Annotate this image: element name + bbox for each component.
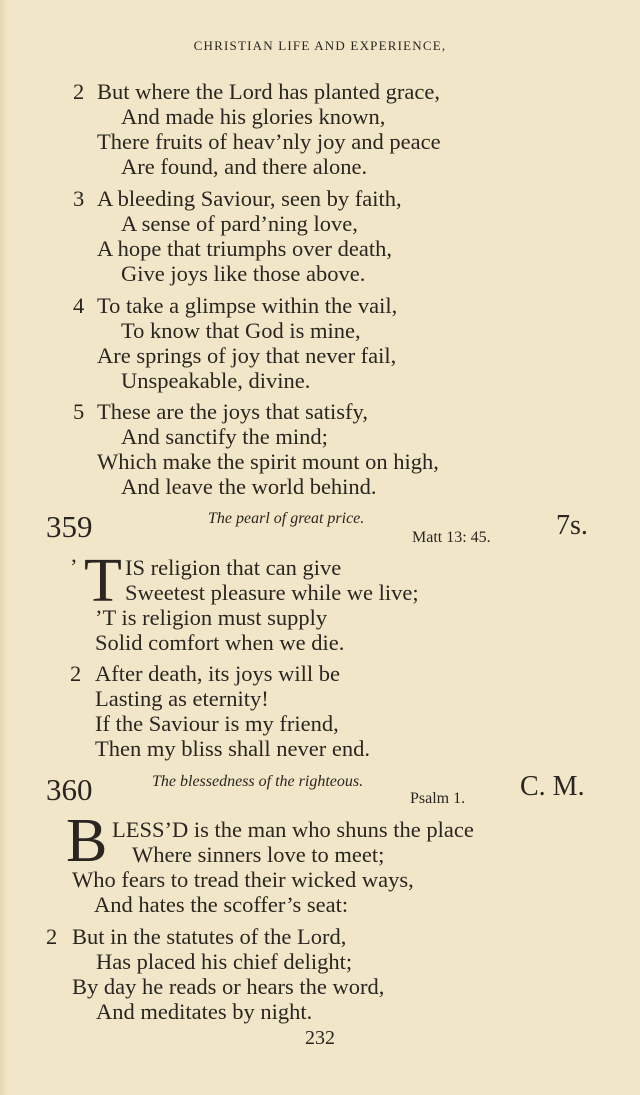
hymn-title: The blessedness of the righteous. — [152, 773, 364, 790]
hymn-title: The pearl of great price. — [208, 510, 365, 527]
page-edge-shadow — [0, 0, 8, 1095]
hymn-line: IS religion that can give — [125, 555, 342, 580]
hymn-line: By day he reads or hears the word, — [72, 974, 385, 999]
hymn-line: These are the joys that satisfy, — [97, 399, 368, 424]
hymn-line: But in the statutes of the Lord, — [72, 924, 347, 949]
hymn-line: If the Saviour is my friend, — [95, 711, 339, 736]
hymn-meter: 7s. — [556, 510, 588, 541]
scripture-reference: Matt 13: 45. — [412, 529, 491, 546]
hymn-line: A sense of pard’ning love, — [121, 211, 358, 236]
hymn-line: Solid comfort when we die. — [95, 630, 345, 655]
hymn-meter: C. M. — [520, 771, 585, 802]
stanza-number: 4 — [73, 293, 85, 318]
hymn-line: Give joys like those above. — [121, 261, 366, 286]
hymn-line: Unspeakable, divine. — [121, 368, 311, 393]
stanza-number: 5 — [73, 399, 85, 424]
hymn-line: There fruits of heav’nly joy and peace — [97, 129, 441, 154]
hymn-line: Where sinners love to meet; — [132, 842, 385, 867]
opening-apostrophe: ’ — [70, 554, 78, 579]
running-head: CHRISTIAN LIFE AND EXPERIENCE, — [193, 38, 447, 53]
hymn-line: LESS’D is the man who shuns the place — [112, 817, 474, 842]
hymn-line: And meditates by night. — [96, 999, 313, 1024]
hymn-line: After death, its joys will be — [95, 661, 340, 686]
hymn-line: Lasting as eternity! — [95, 686, 269, 711]
hymn-line: And made his glories known, — [121, 104, 386, 129]
stanza-number: 2 — [73, 79, 85, 104]
hymn-line: Are found, and there alone. — [121, 154, 368, 179]
scripture-reference: Psalm 1. — [410, 790, 466, 807]
hymn-line: And hates the scoffer’s seat: — [94, 892, 349, 917]
hymn-number: 359 — [46, 509, 93, 544]
hymn-line: And leave the world behind. — [121, 474, 377, 499]
stanza-number: 2 — [70, 661, 82, 686]
hymn-number: 360 — [46, 772, 93, 807]
hymn-line: Sweetest pleasure while we live; — [125, 580, 419, 605]
hymn-line: A hope that triumphs over death, — [97, 236, 392, 261]
stanza-number: 3 — [73, 186, 85, 211]
hymn-line: Who fears to tread their wicked ways, — [72, 867, 414, 892]
hymn-line: Has placed his chief delight; — [96, 949, 353, 974]
stanza-number: 2 — [46, 924, 58, 949]
hymn-line: And sanctify the mind; — [121, 424, 328, 449]
page-number: 232 — [305, 1027, 335, 1049]
hymn-line: A bleeding Saviour, seen by faith, — [97, 186, 402, 211]
hymn-line: ’T is religion must supply — [95, 605, 328, 630]
hymn-line: Are springs of joy that never fail, — [97, 343, 397, 368]
hymn-line: To know that God is mine, — [121, 318, 361, 343]
hymn-line: But where the Lord has planted grace, — [97, 79, 440, 104]
hymn-line: Then my bliss shall never end. — [95, 736, 370, 761]
drop-cap: B — [66, 807, 108, 875]
hymn-line: Which make the spirit mount on high, — [97, 449, 439, 474]
drop-cap: T — [84, 547, 122, 615]
hymn-line: To take a glimpse within the vail, — [97, 293, 398, 318]
